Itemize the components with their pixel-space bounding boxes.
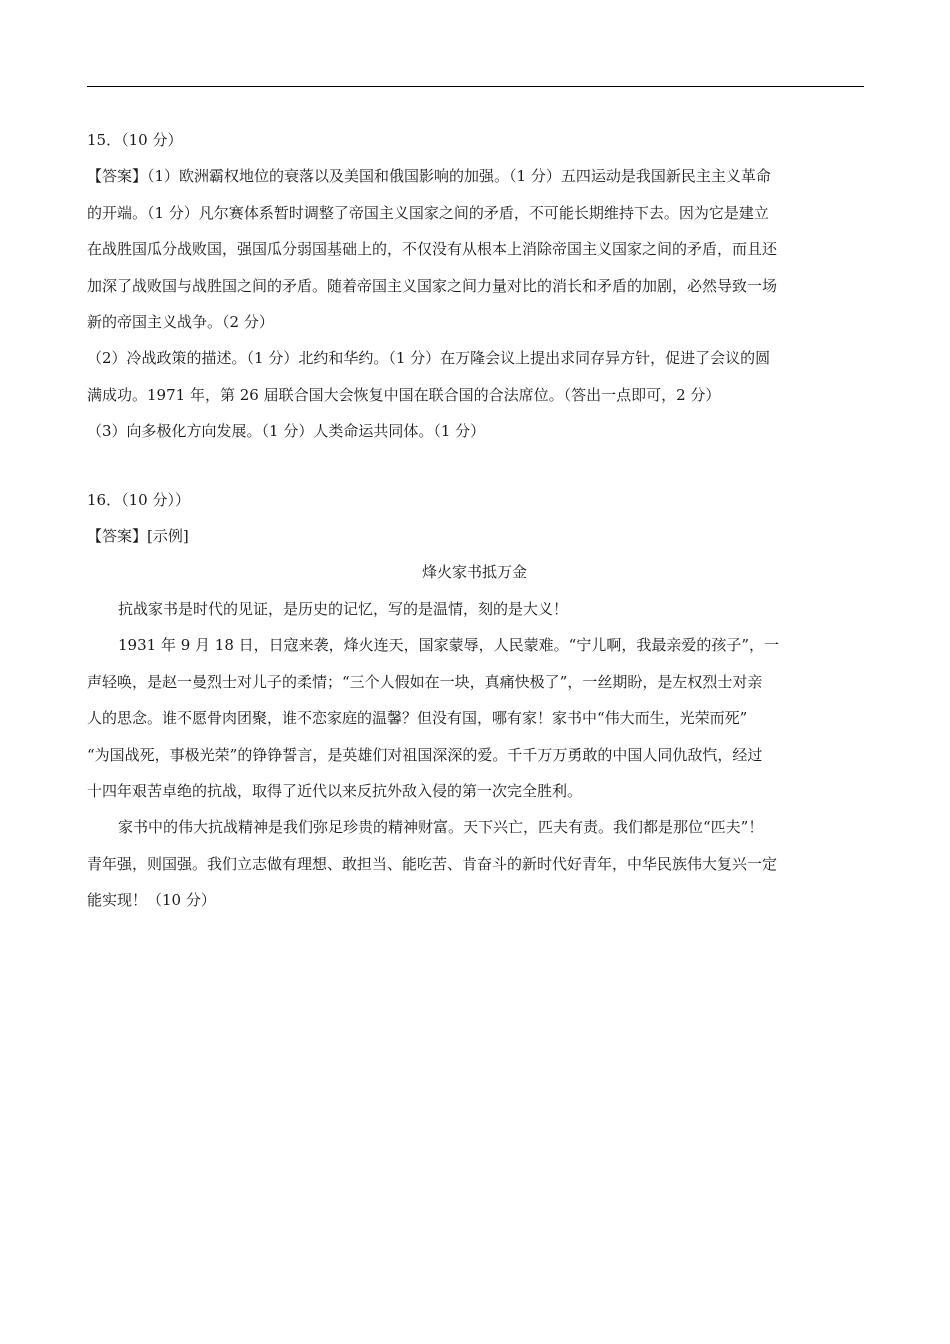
essay-line: 声轻唤，是赵一曼烈士对儿子的柔情；“三个人假如在一块，真痛快极了”，一丝期盼，是左权烈士对亲 — [87, 672, 763, 691]
essay-line: 抗战家书是时代的见证，是历史的记忆，写的是温情，刻的是大义！ — [118, 599, 569, 618]
question-16-heading: 16．（10 分）） — [87, 490, 190, 509]
essay-title: 烽火家书抵万金 — [421, 563, 527, 582]
essay-line: 青年强，则国强。我们立志做有理想、敢担当、能吃苦、肯奋斗的新时代好青年，中华民族伟大复兴一定 — [87, 854, 778, 873]
q15-line: 加深了战败国与战胜国之间的矛盾。随着帝国主义国家之间力量对比的消长和矛盾的加剧，必然导致一场 — [87, 276, 778, 295]
q15-line: 【答案】（1）欧洲霸权地位的衰落以及美国和俄国影响的加强。（1 分）五四运动是我国新民主主义革命 — [87, 167, 771, 186]
question-15-heading: 15．（10 分） — [87, 131, 183, 149]
essay-line: “为国战死，事极光荣”的铮铮誓言，是英雄们对祖国深深的爱。千千万万勇敢的中国人同仇敌忾，经过 — [87, 745, 763, 764]
essay-line: 1931 年 9 月 18 日，日寇来袭，烽火连天，国家蒙辱，人民蒙难。“宁儿啊，我最亲爱的孩子”，一 — [118, 636, 779, 655]
q15-line: 的开端。（1 分）凡尔赛体系暂时调整了帝国主义国家之间的矛盾，不可能长期维持下去。因为它是建立 — [87, 203, 769, 222]
essay-line: 人的思念。谁不愿骨肉团聚，谁不恋家庭的温馨？但没有国，哪有家！家书中“伟大而生，光荣而死” — [87, 709, 748, 728]
q15-line: （3）向多极化方向发展。（1 分）人类命运共同体。（1 分） — [87, 422, 486, 441]
q15-line: 满成功。1971 年，第 26 届联合国大会恢复中国在联合国的合法席位。（答出一点即可，2 分） — [87, 385, 721, 404]
section-gap — [87, 450, 862, 482]
answer-content — [87, 122, 862, 919]
essay-line: 十四年艰苦卓绝的抗战，取得了近代以来反抗外敌入侵的第一次完全胜利。 — [87, 781, 583, 800]
q15-line: （2）冷战政策的描述。（1 分）北约和华约。（1 分）在万隆会议上提出求同存异方针，促进了会议的圆 — [87, 349, 771, 368]
essay-line: 家书中的伟大抗战精神是我们弥足珍贵的精神财富。天下兴亡，匹夫有责。我们都是那位“匹夫”！ — [118, 818, 764, 837]
q16-answer-label: 【答案】[示例] — [87, 527, 189, 546]
header-rule — [87, 86, 864, 87]
q15-line: 在战胜国瓜分战败国，强国瓜分弱国基础上的，不仅没有从根本上消除帝国主义国家之间的矛盾，而且还 — [87, 240, 778, 259]
essay-line: 能实现！（10 分） — [87, 891, 216, 910]
q15-line: 新的帝国主义战争。（2 分） — [87, 313, 274, 332]
